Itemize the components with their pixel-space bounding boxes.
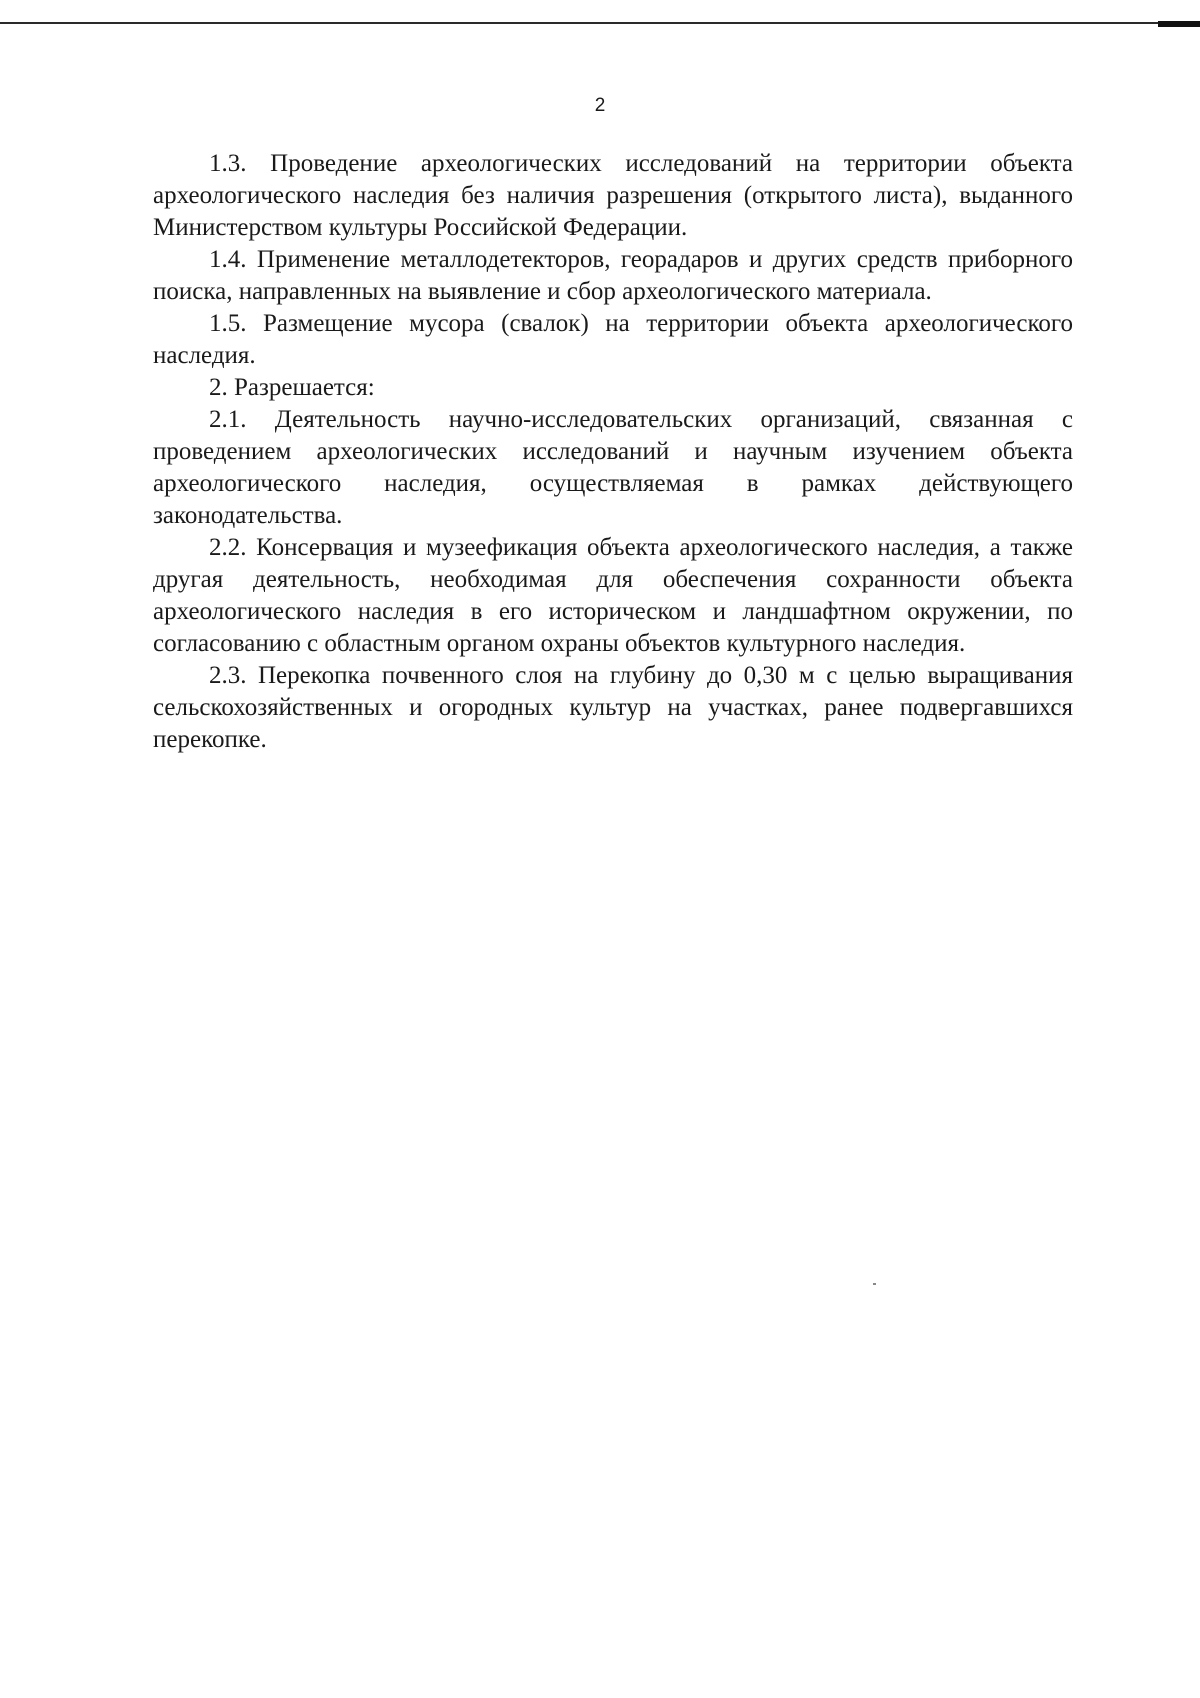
paragraph-2-3: 2.3. Перекопка почвенного слоя на глубину до 0,30 м с целью выращивания сельскохозяйственных и огородных культур на участках, ранее подвергавшихся перекопке.	[153, 662, 1073, 753]
scan-border-line	[0, 22, 1160, 24]
paragraph-1-3: 1.3. Проведение археологических исследований на территории объекта археологического наследия без наличия разрешения (открытого листа), выданного Министерством культуры Российской Федерации.	[153, 150, 1073, 241]
paragraph-1-4: 1.4. Применение металлодетекторов, георадаров и других средств приборного поиска, направленных на выявление и сбор археологического материала.	[153, 246, 1073, 305]
document-body	[153, 148, 1073, 756]
page-number: 2	[594, 95, 606, 116]
scan-speck	[873, 1283, 876, 1285]
scan-corner-mark	[1158, 21, 1200, 27]
paragraph-2-1: 2.1. Деятельность научно-исследовательских организаций, связанная с проведением археологических исследований и научным изучением объекта археологического наследия, осуществляемая в рамках действующего законодательства.	[153, 406, 1073, 529]
paragraph-2: 2. Разрешается:	[209, 374, 375, 401]
paragraph-2-2: 2.2. Консервация и музеефикация объекта археологического наследия, а также другая деятельность, необходимая для обеспечения сохранности объекта археологического наследия в его историческом и ландшафтном окружении, по согласованию с областным органом охраны объектов культурного наследия.	[153, 534, 1073, 657]
paragraph-1-5: 1.5. Размещение мусора (свалок) на территории объекта археологического наследия.	[153, 310, 1073, 369]
